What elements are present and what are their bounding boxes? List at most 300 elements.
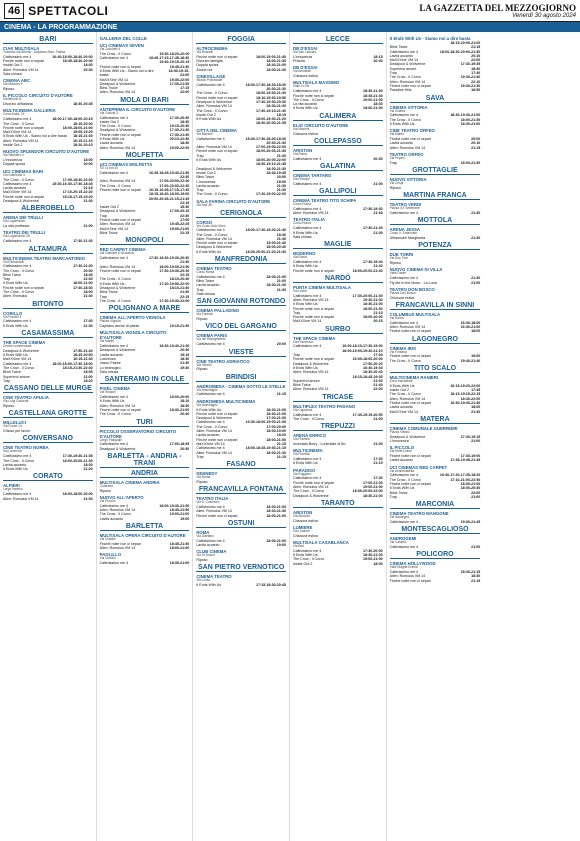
film-title: Finché notte non ci separi	[3, 194, 45, 199]
showtimes: 18:00-19:00-21:50	[159, 264, 190, 269]
cinema-name: THE SPACE CINEMA	[3, 340, 46, 346]
showtime-row	[196, 514, 286, 518]
cinema-address: Viale Lo Re	[292, 84, 310, 89]
film-title: Cattivissimo me 4	[292, 412, 322, 417]
showtimes: 18:30	[180, 403, 190, 408]
showtimes: 18:15-20:30	[73, 121, 93, 126]
showtimes: 18:30-21:30	[266, 509, 286, 514]
cinema-name: DB D'ESSAI	[292, 65, 318, 71]
film-title: Finché notte non ci separi	[3, 285, 45, 290]
film-title: Trap	[196, 153, 204, 158]
showtime-row	[3, 467, 93, 471]
cinema-address: Via Rossini	[99, 390, 116, 395]
cinema-name: CINEMA PALLADINO	[196, 308, 240, 314]
showtimes: 18:15-18:45-19:30	[352, 374, 383, 379]
city-heading: CORATO	[3, 473, 93, 481]
showtimes: 17:30-21:30	[73, 264, 93, 269]
cinema-name: NUOVO ALL'APERTO	[99, 494, 144, 500]
showtimes: 22:30	[180, 213, 190, 218]
listing-column	[193, 32, 290, 841]
film-title: Cattivissimo me 4	[3, 181, 32, 186]
cinema-name: CORILLO	[3, 310, 23, 316]
film-title: Blink Twice	[99, 290, 118, 295]
film-title: Cattivissimo me 4	[3, 492, 32, 497]
showtimes: 21:15	[471, 578, 481, 583]
film-title: Lavita accanto	[99, 141, 123, 146]
cinema-address: Via Fiume 14	[3, 424, 22, 429]
film-title: It Ends With Us	[3, 467, 28, 472]
showtime-row	[196, 480, 286, 484]
showtimes: 18:00-21:00	[363, 106, 383, 111]
film-title: MaXXXine VM 14	[3, 357, 32, 362]
showtimes: 22:00	[180, 90, 190, 95]
showtimes: 18:30-21:00	[363, 302, 383, 307]
film-title: Riposo	[3, 404, 15, 409]
film-title: It Ends With Us	[99, 137, 125, 142]
film-title: It Ends With Us	[292, 553, 318, 558]
showtimes: 21:40	[471, 409, 481, 414]
cinema-address: Via San Lazzaro	[292, 50, 317, 54]
city-heading: TITO SCALO	[390, 365, 481, 373]
showtimes: 18:30-21:00	[460, 482, 481, 487]
showtimes: 21:00	[83, 224, 93, 229]
film-title: Cattivissimo me 4	[196, 420, 225, 425]
showtimes: 18:15-18:30-18:00-19:00	[148, 192, 190, 197]
showtimes: 18:20	[276, 433, 286, 438]
cinema-address: Via Castello	[389, 540, 407, 545]
film-title: Fly Me to the Moon - La Luna	[389, 280, 437, 285]
film-title: Deadpool & Wolverine	[3, 348, 39, 353]
cinema-name: CINEMA TEATRO TITO SCHIPA	[292, 198, 357, 204]
showtimes: 18:00-21:00	[266, 513, 286, 518]
showtime-row	[3, 294, 93, 298]
film-title: Alien: Romulus VM 14	[292, 370, 329, 375]
showtime-row	[100, 546, 190, 550]
city-heading: FOGGIA	[196, 36, 286, 44]
showtimes: 18:30	[471, 574, 481, 579]
showtimes: 18:45-18:40-20:40	[62, 59, 93, 64]
film-title: Trap	[99, 213, 107, 218]
showtimes: 18:30	[180, 119, 190, 124]
showtimes: 17:30	[83, 319, 93, 324]
showtimes: 16:30-19:30-21:30	[450, 400, 481, 405]
showtime-row	[3, 143, 93, 147]
film-title: Finché notte non ci separi	[99, 132, 141, 137]
showtime-row	[100, 561, 190, 565]
showtimes: 18:00-18:30-20:00-21:30	[439, 49, 481, 54]
showtime-row	[390, 161, 481, 165]
showtimes: 17:30-19:15	[460, 434, 481, 439]
showtimes: 18:10	[180, 399, 190, 404]
film-title: Cattivissimo me 4	[196, 392, 225, 397]
cinema-name: CINEMA TEATRO	[196, 574, 232, 580]
showtimes: 19:30-21:30	[460, 75, 481, 80]
city-heading: SURBO	[293, 326, 383, 334]
showtimes: 21:30	[276, 188, 286, 193]
film-title: Cattivissimo me 4	[292, 548, 322, 553]
film-title: Riposo	[99, 488, 111, 493]
cinema-name: CINE TEATRO ADRIATICO	[196, 358, 250, 364]
film-title: Cattivissimo me 4	[389, 545, 418, 550]
film-title: Trap	[389, 71, 397, 76]
showtimes: 18:45-21:30	[169, 541, 190, 546]
film-title: The Crow - Il Corvo	[389, 477, 421, 482]
city-heading: FRANCAVILLA IN SINNI	[390, 302, 481, 310]
cinema-address: Via Francesco	[292, 339, 314, 344]
film-title: Cattivissimo me 4	[389, 49, 418, 54]
film-title: Cattivissimo me 4	[196, 82, 225, 87]
showtimes: 18:10-20:40	[169, 277, 190, 282]
showtimes: 18:45-20:50	[73, 353, 93, 358]
showtimes: 21:40	[276, 236, 286, 241]
film-title: Sala chiusa	[99, 369, 119, 374]
showtimes: 16:00-18:10-17:30-19:30	[342, 344, 383, 349]
showtimes: 18:30	[83, 462, 93, 467]
showtimes: 18:30-21:00	[460, 121, 481, 126]
showtimes: 18:00-19:30-21:50	[159, 503, 190, 508]
showtime-row	[3, 199, 93, 203]
film-title: Blink Twice	[292, 383, 311, 388]
cinema-name: CIAK MULTISALA	[3, 46, 40, 51]
showtimes: 17:30-19:15-21:40	[256, 108, 286, 113]
city-heading: MATERA	[390, 416, 481, 424]
showtimes: 17:30	[373, 476, 383, 481]
showtimes: 18:45-21:50	[169, 508, 190, 513]
cinema-address: Via Roma	[292, 151, 307, 156]
film-title: Riposo	[3, 87, 15, 92]
showtimes: 17:00	[180, 218, 190, 222]
cinema-name: COLUMBUS MULTISALA	[389, 311, 441, 317]
film-title: Alien: Romulus VM 14	[99, 145, 136, 150]
showtimes: 18:00-21:30	[460, 117, 481, 122]
showtimes: 17:30-19:00	[460, 454, 481, 459]
showtimes: 18:30-20:45	[73, 102, 93, 107]
showtimes: 21:00	[373, 378, 383, 383]
film-title: Inside Out 2	[389, 388, 410, 393]
showtime-row	[100, 299, 190, 303]
showtimes: 19:00-21:00	[363, 485, 383, 490]
showtimes: 17:30-21:30	[169, 132, 190, 137]
city-heading: ALBEROBELLO	[3, 205, 93, 213]
cinema-address: Via Lugomarino 28	[3, 234, 30, 239]
film-title: Cattivissimo me 4	[99, 115, 129, 120]
showtime-row	[3, 404, 93, 408]
cinema-name: ANDROGEMI	[389, 536, 417, 542]
showtime-row	[100, 412, 190, 416]
cinema-address: Via Cialdini	[99, 536, 116, 541]
city-heading: BRINDISI	[196, 374, 286, 382]
showtimes: 18:30	[373, 102, 383, 107]
showtimes: 21:30	[471, 276, 481, 281]
showtimes: 18:10-21:30	[169, 286, 190, 291]
showtimes: 17:30	[373, 353, 383, 358]
cinema-address: Via Veneto	[196, 362, 212, 367]
film-title: It Ends With Us	[3, 353, 28, 358]
showtimes: 21:40	[373, 264, 383, 269]
cinema-name: TEATRO ITALIA	[292, 217, 326, 223]
showtimes: 18:00-18:00-20:00	[62, 492, 93, 497]
showtimes: 20:10	[471, 53, 481, 58]
showtime-row	[390, 122, 481, 126]
film-title: Cattivissimo me 4	[99, 503, 129, 508]
film-title: Cattivissimo me 4	[196, 446, 225, 451]
showtimes: 22:15	[180, 273, 190, 278]
cinema-address: Via Caprarica	[292, 407, 313, 412]
showtimes: 18:00-20:00-21:30	[62, 458, 93, 463]
showtimes: 20:30	[180, 348, 190, 353]
showtimes: 19:00-21:00	[363, 97, 383, 102]
cinema-address: Via Crispi	[389, 181, 404, 186]
film-title: Finché notte non ci separi	[99, 187, 141, 192]
film-title: Lavita accanto	[196, 433, 220, 438]
film-title: It Ends With Us	[3, 281, 28, 286]
showtime-row	[390, 495, 481, 499]
city-heading: CASAMASSIMA	[3, 330, 93, 338]
showtimes: 21:30	[471, 210, 481, 215]
showtimes: 17:30-19:30	[363, 206, 383, 211]
showtime-row	[100, 90, 190, 94]
film-title: Capitano anche di paese	[99, 324, 140, 329]
film-title: Alien: Romulus VM 14	[389, 396, 426, 401]
film-title: Cattivissimo me 4	[292, 476, 322, 481]
city-heading: BARLETTA - ANDRIA - TRANI	[100, 453, 190, 468]
cinema-name: TEATRO ORFEO	[389, 151, 424, 157]
showtimes: 20:30-21:30	[266, 140, 286, 145]
showtimes: 18:00-18:45-19:30-21:15	[245, 446, 286, 451]
film-title: It Ends With Us	[292, 365, 318, 370]
showtimes: 15:30	[180, 205, 190, 210]
film-title: Divorzio famiglia	[196, 59, 223, 64]
showtimes: 21:00	[471, 280, 481, 285]
film-title: Alien: Romulus VM 14	[196, 429, 232, 434]
cinema-address: Via Ammiraglio	[196, 387, 218, 392]
cinema-address: Via Ammiraglio	[196, 402, 218, 407]
showtime-row	[390, 329, 481, 333]
cinema-address: Centro commerciale	[3, 344, 32, 349]
showtimes: 21:00	[373, 181, 383, 186]
cinema-name: ARENA ENRICO	[292, 433, 326, 439]
showtimes: 18:30-19:30-21:00	[450, 113, 481, 118]
cinema-name: MULTISALA OPERA CIRCUITO D'AUTORE	[99, 532, 186, 538]
film-title: Finché notte non ci separi	[99, 541, 141, 546]
showtimes: 17:00-20:00	[266, 424, 286, 429]
showtimes: 18:00-20:00-21:30	[256, 149, 286, 154]
cinema-name: MULTISALA CASABLANCA	[292, 540, 349, 546]
cinema-address: Via Planelli 4	[3, 314, 22, 319]
film-title: Deadpool & Wolverine	[99, 348, 136, 353]
showtimes: 21:30	[471, 236, 481, 241]
film-title: L'innocenza	[3, 158, 23, 163]
showtimes: 21:15	[471, 145, 481, 150]
film-title: Inside Out 2	[3, 63, 23, 68]
showtime-row	[390, 296, 481, 300]
film-title: The Crow - Il Corvo	[196, 108, 228, 113]
film-title: Blink Twice	[196, 175, 215, 180]
cinema-name: CORSO	[196, 219, 213, 225]
showtime-row	[196, 317, 286, 321]
city-heading: MOTTOLA	[390, 217, 481, 225]
cinema-name: SALA FARINA CIRCUITO D'AUTORE	[196, 198, 271, 204]
film-title: Cattivissimo me 4	[99, 170, 129, 175]
showtimes: 18:35	[83, 370, 93, 375]
showtimes: 18:30-19:40-21:30	[159, 344, 190, 349]
cinema-address: Via Luigi Cadorna	[3, 399, 29, 404]
showtimes: 18:30-17:30-18:30-18:30	[245, 82, 286, 87]
showtimes: 21:00	[373, 230, 383, 235]
city-heading: LAGONEGRO	[390, 336, 481, 344]
showtime-row	[100, 447, 190, 451]
showtime-row	[293, 235, 383, 239]
city-heading: MARCONIA	[390, 501, 481, 509]
cinema-address: Piazza Vignola	[99, 319, 121, 324]
cinema-name: CINEMA IRIS	[389, 345, 416, 351]
showtimes: 18:00	[276, 179, 286, 184]
showtimes: 15:18-17:15-19:20	[62, 194, 93, 199]
film-title: MaXXXine VM 14	[292, 319, 322, 324]
cinema-name: MULTICINEMA RANIERI	[389, 374, 439, 380]
film-title: Lavita accanto	[99, 516, 123, 521]
cinema-address: Via Di Nuzzo	[196, 553, 215, 558]
showtime-row	[390, 520, 481, 524]
city-heading: GROTTAGLIE	[390, 167, 481, 175]
section-title: SPETTACOLI	[28, 3, 109, 18]
film-title: Cattivissimo me 4	[389, 570, 418, 575]
cinema-name: NUOVO VITTORIA	[389, 177, 427, 183]
showtimes: 19:00-21:45	[460, 520, 481, 524]
cinema-address: Via Lugomarino	[3, 219, 26, 224]
showtimes: 21:30	[276, 183, 286, 188]
showtimes: 19:00-21:00	[169, 512, 190, 517]
showtimes: 19:30	[180, 365, 190, 370]
showtimes: 21:30	[83, 199, 93, 204]
showtimes: 17:30-19:30-20:30	[159, 268, 190, 273]
showtime-row	[196, 583, 286, 587]
showtimes: 21:40	[373, 383, 383, 388]
showtimes: 18:00-19:30-21:20	[256, 117, 286, 122]
showtimes: 17:00-21:00	[266, 416, 286, 421]
cinema-address: Via Sette Dolori	[389, 449, 412, 454]
cinema-address: Via Pupino	[389, 155, 405, 160]
showtimes: 21:30	[373, 211, 383, 216]
showtimes: 18:30	[83, 63, 93, 68]
showtimes: 18:10-19:30-19:50	[256, 95, 286, 100]
film-title: Inside Out 2	[196, 112, 216, 117]
city-heading: MAGLIE	[293, 241, 383, 249]
film-title: Alien: Romulus VM 14	[389, 574, 426, 579]
film-title: Inside Out 2	[292, 561, 313, 566]
showtime-row	[390, 186, 481, 190]
film-title: Lutorenza	[99, 357, 116, 362]
film-title: La vita professor	[3, 224, 30, 229]
cinema-name: ANDROMEDA MULTICINEMA	[196, 398, 256, 404]
film-title: Blink Twice	[196, 279, 215, 284]
showtimes: 18:00-21:00	[73, 281, 93, 286]
city-heading: MANFREDONIA	[196, 256, 286, 264]
showtimes: 21:15	[373, 461, 383, 466]
cinema-name: NUOVO SPLENDOR CIRCUITO D'AUTORE	[3, 149, 90, 155]
film-title: Alien: Romulus VM 14	[389, 145, 426, 150]
showtimes: 17:30-19:30-22:00	[159, 298, 190, 303]
showtime-row	[100, 146, 190, 150]
showtimes: 18:30-21:15	[460, 570, 481, 575]
film-title: Inside Out 2	[196, 170, 216, 175]
film-title: Divorzio all'italiana	[3, 102, 33, 107]
cinema-name: MULTIPLEX TEATRO PADANO	[292, 403, 356, 409]
showtimes: 19:15-20:30	[169, 124, 190, 129]
showtime-row	[293, 132, 383, 136]
cinema-address: Via Gabriele D'Annunzio	[99, 251, 135, 256]
film-title: The Crow - Il Corvo	[99, 412, 131, 417]
film-title: Finché notte non ci separi	[196, 95, 238, 100]
film-title: Finché notte non ci separi	[99, 64, 141, 69]
city-heading: MONTESCAGLIOSO	[390, 526, 481, 534]
film-title: The Crow - Il Corvo	[389, 358, 421, 363]
showtime-row	[100, 324, 190, 328]
showtimes: 17:30	[471, 71, 481, 76]
film-title: Cattivissimo me 4	[196, 274, 225, 279]
city-heading: CASTELLANA GROTTE	[3, 410, 93, 418]
showtime-row	[293, 461, 383, 465]
cinema-address: Viale Magna Grecia	[389, 565, 418, 570]
film-title: MaXXXine VM 14	[389, 409, 418, 414]
showtimes: 17:30-19:40-21:35	[62, 454, 93, 459]
film-title: It Ends With Us	[292, 106, 318, 111]
city-heading: TRICASE	[293, 394, 383, 402]
showtimes: 21:00	[83, 374, 93, 379]
showtimes: 19:30-21:30	[460, 83, 481, 88]
showtimes: 17:40-19:30-20:30	[256, 99, 286, 104]
film-title: Sala chiusa	[196, 292, 215, 297]
film-title: Alien: Romulus VM 14	[292, 387, 329, 392]
showtimes: 18:45-21:30	[169, 64, 190, 69]
film-title: Alien: Romulus VM 14	[99, 403, 136, 408]
film-title: It Ends With Us	[196, 158, 222, 163]
page-header	[0, 0, 580, 22]
showtimes: 18:30-19:15-22:00	[168, 68, 190, 78]
showtimes: 18:30-21:30	[266, 166, 286, 171]
showtime-row	[196, 543, 286, 547]
showtime-row	[293, 417, 383, 421]
film-title: Alien: Romulus VM 14	[389, 79, 426, 84]
film-title: Cattivissimo me 4	[196, 228, 225, 233]
city-heading: GALATINA	[293, 163, 383, 171]
film-title: It Ends With Us	[292, 264, 318, 269]
showtimes: 18:45-17:15-17:45-18:30	[148, 56, 190, 61]
showtimes: 17:30-18:30-19:30-20:30	[148, 255, 190, 260]
cinema-name: MULTICINEMA GALLERIA	[3, 108, 56, 114]
cinema-name: ARENA DEI TRULLI	[3, 215, 43, 221]
city-heading: SAVA	[390, 95, 481, 103]
showtimes: 18:00-21:00	[266, 437, 286, 442]
showtimes: 20:30-21:30	[266, 87, 286, 92]
film-title: The Crow - Il Corvo	[3, 177, 35, 182]
film-title: Trap	[196, 188, 204, 193]
showtimes: 20:30	[83, 67, 93, 72]
film-title: Deadpool & Wolverine	[196, 99, 233, 104]
cinema-address: SS 16 km 45	[99, 165, 118, 170]
film-title: The Crow - Il Corvo	[3, 290, 35, 295]
showtimes: 20:00-20:45-21:15-21:45	[148, 196, 190, 201]
showtime-row	[390, 261, 481, 265]
showtimes: 21:30	[83, 496, 93, 501]
film-title: The Crow - Il Corvo	[196, 91, 228, 96]
showtimes: 21:00	[276, 279, 286, 284]
showtimes: 18:00-21:30	[266, 59, 286, 64]
showtimes: 18:00	[373, 561, 383, 566]
cinema-name: ARISTON	[292, 147, 313, 153]
showtime-row	[390, 439, 481, 443]
city-heading: MOLA DI BARI	[100, 97, 190, 105]
